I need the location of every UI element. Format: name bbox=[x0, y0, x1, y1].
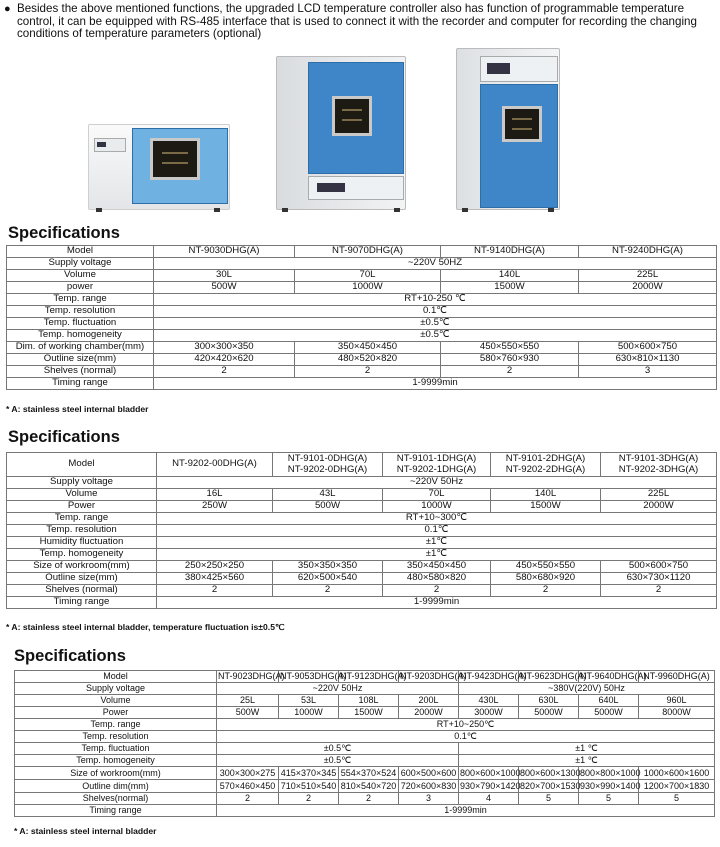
table-cell: 2 bbox=[383, 585, 491, 597]
table-cell: Dim. of working chamber(mm) bbox=[7, 342, 154, 354]
table-row bbox=[7, 549, 717, 561]
table-cell: 415×370×345 bbox=[279, 767, 339, 780]
table-cell: Size of workroom(mm) bbox=[15, 767, 217, 780]
table-cell: RT+10-250 ℃ bbox=[154, 294, 717, 306]
table-cell: 500×600×750 bbox=[579, 342, 717, 354]
table-row bbox=[15, 719, 715, 731]
table-cell: Model bbox=[7, 453, 157, 477]
table-cell: Timing range bbox=[7, 378, 154, 390]
table-cell: 450×550×550 bbox=[491, 561, 601, 573]
table-row bbox=[15, 707, 715, 719]
table-cell: 5 bbox=[639, 793, 715, 805]
table-cell: 43L bbox=[273, 489, 383, 501]
table-cell: 0.1℃ bbox=[217, 731, 715, 743]
table-cell: 720×600×830 bbox=[399, 780, 459, 793]
table-cell: ±1 ℃ bbox=[459, 755, 715, 767]
table-cell: NT-9423DHG(A) bbox=[460, 671, 527, 682]
table-cell: 225L bbox=[579, 270, 717, 282]
table-cell: 420×420×620 bbox=[154, 354, 295, 366]
table-cell: 3000W bbox=[459, 707, 519, 719]
table-cell: 5 bbox=[519, 793, 579, 805]
table-row bbox=[7, 246, 717, 258]
table-cell: Timing range bbox=[7, 597, 157, 609]
table-cell: Model bbox=[15, 671, 217, 683]
table-cell: Temp. resolution bbox=[7, 525, 157, 537]
table-cell: Temp. homogeneity bbox=[15, 755, 217, 767]
table-cell: 820×700×1530 bbox=[520, 780, 581, 791]
table-cell: 200L bbox=[399, 695, 459, 707]
table-cell: Shelves(normal) bbox=[15, 793, 217, 805]
table-cell: NT-9053DHG(A) bbox=[280, 671, 347, 682]
table-cell: Shelves (normal) bbox=[7, 366, 154, 378]
table-row bbox=[7, 342, 717, 354]
table-cell: 2 bbox=[217, 793, 279, 805]
table-cell: 580×760×930 bbox=[441, 354, 579, 366]
table-cell: 16L bbox=[157, 489, 273, 501]
table-cell: NT-9123DHG(A) bbox=[340, 671, 407, 682]
table-row bbox=[7, 378, 717, 390]
table-cell: ~220V 50Hz bbox=[157, 477, 717, 489]
table-cell: Shelves (normal) bbox=[7, 585, 157, 597]
table-cell: 4 bbox=[459, 793, 519, 805]
table-cell: 350×450×450 bbox=[295, 342, 441, 354]
table-cell: 480×580×820 bbox=[383, 573, 491, 585]
table-cell: NT-9030DHG(A) bbox=[154, 246, 295, 258]
table-cell: 2 bbox=[441, 366, 579, 378]
table-cell: 1200×700×1830 bbox=[639, 780, 715, 793]
table-row bbox=[7, 366, 717, 378]
table-cell: 570×460×450 bbox=[217, 780, 279, 793]
table-cell: Temp. range bbox=[15, 719, 217, 731]
table-cell: 300×300×275 bbox=[217, 767, 279, 780]
table-cell: 930×990×1400 bbox=[580, 780, 641, 791]
table-cell: Humidity fluctuation bbox=[7, 537, 157, 549]
table-cell: ~220V 50HZ bbox=[154, 258, 717, 270]
table-row bbox=[7, 294, 717, 306]
table-cell: Temp. resolution bbox=[15, 731, 217, 743]
table-cell: Timing range bbox=[15, 805, 217, 817]
table-row bbox=[7, 525, 717, 537]
table-cell: RT+10~250℃ bbox=[217, 719, 715, 731]
table-cell: NT-9640DHG(A) bbox=[580, 671, 647, 682]
table-cell: 2 bbox=[157, 585, 273, 597]
table-cell: 350×350×350 bbox=[273, 561, 383, 573]
table-cell: Temp. homogeneity bbox=[7, 549, 157, 561]
intro-paragraph bbox=[4, 3, 716, 41]
table-cell: 3 bbox=[579, 366, 717, 378]
section-3-note: * A: stainless steel internal bladder bbox=[14, 826, 157, 836]
table-cell: 1-9999min bbox=[154, 378, 717, 390]
table-row bbox=[7, 501, 717, 513]
table-cell: Supply voltage bbox=[7, 477, 157, 489]
table-cell: NT-9202-00DHG(A) bbox=[157, 453, 273, 477]
oven-image-tall bbox=[456, 48, 560, 214]
table-cell: 30L bbox=[154, 270, 295, 282]
table-cell: 710×510×540 bbox=[279, 780, 339, 793]
table-cell: Model bbox=[7, 246, 154, 258]
table-row bbox=[7, 597, 717, 609]
table-cell: 554×370×524 bbox=[339, 767, 399, 780]
section-3-title: Specifications bbox=[14, 647, 126, 665]
intro-text: Besides the above mentioned functions, the upgraded LCD temperature controller also has function of programmable temperature control, it can be equipped with RS-485 interface that is used to connect it with the recorder and computer for recording the changing conditions of temperature parameters (optional) bbox=[17, 2, 697, 40]
table-row bbox=[15, 805, 715, 817]
table-cell: NT-9070DHG(A) bbox=[295, 246, 441, 258]
table-cell: 2000W bbox=[579, 282, 717, 294]
table-row bbox=[7, 561, 717, 573]
table-cell: 1000W bbox=[279, 707, 339, 719]
table-cell: ±0.5℃ bbox=[154, 330, 717, 342]
table-row bbox=[7, 270, 717, 282]
table-cell: 25L bbox=[217, 695, 279, 707]
table-cell: NT-9101-0DHG(A) NT-9202-0DHG(A) bbox=[273, 453, 383, 477]
table-cell: ±0.5℃ bbox=[217, 755, 459, 767]
table-cell: 2 bbox=[295, 366, 441, 378]
table-cell: NT-9960DHG(A) bbox=[639, 671, 715, 683]
table-cell: 0.1℃ bbox=[157, 525, 717, 537]
table-cell: 2 bbox=[273, 585, 383, 597]
table-cell: 430L bbox=[459, 695, 519, 707]
table-cell: 1500W bbox=[339, 707, 399, 719]
table-cell: 580×680×920 bbox=[491, 573, 601, 585]
table-cell: ±0.5℃ bbox=[154, 318, 717, 330]
spec-table-2 bbox=[6, 452, 717, 609]
table-row bbox=[7, 258, 717, 270]
table-cell: power bbox=[7, 282, 154, 294]
table-cell: 480×520×820 bbox=[295, 354, 441, 366]
table-cell: 500W bbox=[273, 501, 383, 513]
spec-table-3 bbox=[14, 670, 715, 817]
table-cell: 800×600×1300 bbox=[520, 767, 581, 778]
table-cell: Temp. range bbox=[7, 513, 157, 525]
section-2-title: Specifications bbox=[8, 428, 120, 446]
table-row bbox=[7, 513, 717, 525]
table-row bbox=[15, 780, 715, 793]
table-cell: 630×810×1130 bbox=[579, 354, 717, 366]
table-row bbox=[7, 489, 717, 501]
table-cell: NT-9623DHG(A) bbox=[520, 671, 587, 682]
table-cell: 250×250×250 bbox=[157, 561, 273, 573]
table-cell: 225L bbox=[601, 489, 717, 501]
table-cell: Size of workroom(mm) bbox=[7, 561, 157, 573]
table-cell: 2 bbox=[339, 793, 399, 805]
table-row bbox=[7, 573, 717, 585]
table-cell: 2000W bbox=[399, 707, 459, 719]
table-row bbox=[15, 695, 715, 707]
table-cell: NT-9140DHG(A) bbox=[441, 246, 579, 258]
section-1-title: Specifications bbox=[8, 224, 120, 242]
table-cell: Supply voltage bbox=[7, 258, 154, 270]
table-row bbox=[7, 354, 717, 366]
table-cell: 0.1℃ bbox=[154, 306, 717, 318]
table-cell: 300×300×350 bbox=[154, 342, 295, 354]
table-cell: Supply voltage bbox=[15, 683, 217, 695]
table-row bbox=[15, 731, 715, 743]
table-cell: Volume bbox=[15, 695, 217, 707]
table-cell: ±0.5℃ bbox=[217, 743, 459, 755]
table-cell: 5000W bbox=[579, 707, 639, 719]
table-cell: 1000W bbox=[383, 501, 491, 513]
table-cell: 1000W bbox=[295, 282, 441, 294]
table-cell: 800×600×1000 bbox=[460, 767, 521, 778]
section-2-note: * A: stainless steel internal bladder, temperature fluctuation is±0.5℃ bbox=[6, 622, 285, 632]
table-row bbox=[7, 330, 717, 342]
table-cell: 350×450×450 bbox=[383, 561, 491, 573]
table-cell: Temp. range bbox=[7, 294, 154, 306]
table-cell: 1-9999min bbox=[217, 805, 715, 817]
table-row bbox=[7, 306, 717, 318]
table-cell: Outline size(mm) bbox=[7, 573, 157, 585]
table-cell: ~220V 50Hz bbox=[217, 683, 459, 695]
table-cell: 630L bbox=[519, 695, 579, 707]
table-cell: 630×730×1120 bbox=[601, 573, 717, 585]
table-cell: 70L bbox=[295, 270, 441, 282]
table-cell: 1-9999min bbox=[157, 597, 717, 609]
table-cell: ±1℃ bbox=[157, 549, 717, 561]
table-row bbox=[15, 767, 715, 780]
table-cell: 600×500×600 bbox=[399, 767, 459, 780]
table-cell: 53L bbox=[279, 695, 339, 707]
table-cell: NT-9101-2DHG(A) NT-9202-2DHG(A) bbox=[491, 453, 601, 477]
table-cell: 620×500×540 bbox=[273, 573, 383, 585]
table-row bbox=[7, 282, 717, 294]
table-cell: 108L bbox=[339, 695, 399, 707]
table-cell: Volume bbox=[7, 489, 157, 501]
table-cell: Temp. fluctuation bbox=[7, 318, 154, 330]
table-cell: Power bbox=[15, 707, 217, 719]
table-cell: 640L bbox=[579, 695, 639, 707]
table-cell: 960L bbox=[639, 695, 715, 707]
table-cell: NT-9101-1DHG(A) NT-9202-1DHG(A) bbox=[383, 453, 491, 477]
table-cell: 2 bbox=[491, 585, 601, 597]
table-row bbox=[7, 585, 717, 597]
table-cell: 500×600×750 bbox=[601, 561, 717, 573]
table-cell: 5000W bbox=[519, 707, 579, 719]
product-photos bbox=[0, 48, 720, 218]
table-cell: ±1 ℃ bbox=[459, 743, 715, 755]
table-cell: Temp. resolution bbox=[7, 306, 154, 318]
table-row bbox=[15, 743, 715, 755]
table-row bbox=[15, 755, 715, 767]
table-cell: 1500W bbox=[441, 282, 579, 294]
table-cell: 2 bbox=[601, 585, 717, 597]
table-cell: Volume bbox=[7, 270, 154, 282]
spec-table-1 bbox=[6, 245, 717, 390]
table-cell: 2 bbox=[279, 793, 339, 805]
table-cell: 1500W bbox=[491, 501, 601, 513]
table-cell: 8000W bbox=[639, 707, 715, 719]
table-cell: Outline dim(mm) bbox=[15, 780, 217, 793]
table-row bbox=[7, 453, 717, 477]
table-cell: 800×800×1000 bbox=[580, 767, 641, 778]
table-row bbox=[15, 671, 715, 683]
table-cell: 500W bbox=[217, 707, 279, 719]
table-row bbox=[7, 318, 717, 330]
table-cell: 5 bbox=[579, 793, 639, 805]
table-cell: NT-9101-3DHG(A) NT-9202-3DHG(A) bbox=[601, 453, 717, 477]
table-cell: 500W bbox=[154, 282, 295, 294]
table-cell: Temp. homogeneity bbox=[7, 330, 154, 342]
table-cell: 250W bbox=[157, 501, 273, 513]
table-row bbox=[7, 537, 717, 549]
table-cell: 1000×600×1600 bbox=[639, 767, 715, 780]
table-row bbox=[7, 477, 717, 489]
table-cell: NT-9023DHG(A) bbox=[218, 671, 285, 682]
table-cell: ±1℃ bbox=[157, 537, 717, 549]
table-cell: 3 bbox=[399, 793, 459, 805]
table-cell: 450×550×550 bbox=[441, 342, 579, 354]
table-cell: NT-9203DHG(A) bbox=[400, 671, 467, 682]
oven-image-medium bbox=[276, 56, 406, 214]
table-row bbox=[15, 793, 715, 805]
table-cell: 2000W bbox=[601, 501, 717, 513]
table-cell: 140L bbox=[491, 489, 601, 501]
section-1-note: * A: stainless steel internal bladder bbox=[6, 404, 149, 414]
table-cell: 140L bbox=[441, 270, 579, 282]
table-cell: 70L bbox=[383, 489, 491, 501]
table-cell: RT+10~300℃ bbox=[157, 513, 717, 525]
table-cell: 930×790×1420 bbox=[460, 780, 521, 791]
table-cell: 810×540×720 bbox=[339, 780, 399, 793]
table-cell: NT-9240DHG(A) bbox=[579, 246, 717, 258]
oven-image-small bbox=[88, 124, 228, 212]
table-cell: Temp. fluctuation bbox=[15, 743, 217, 755]
table-row bbox=[15, 683, 715, 695]
bullet-icon: ● bbox=[4, 3, 11, 15]
table-cell: Power bbox=[7, 501, 157, 513]
table-cell: Outline size(mm) bbox=[7, 354, 154, 366]
table-cell: 380×425×560 bbox=[157, 573, 273, 585]
table-cell: ~380V(220V) 50Hz bbox=[459, 683, 715, 695]
table-cell: 2 bbox=[154, 366, 295, 378]
